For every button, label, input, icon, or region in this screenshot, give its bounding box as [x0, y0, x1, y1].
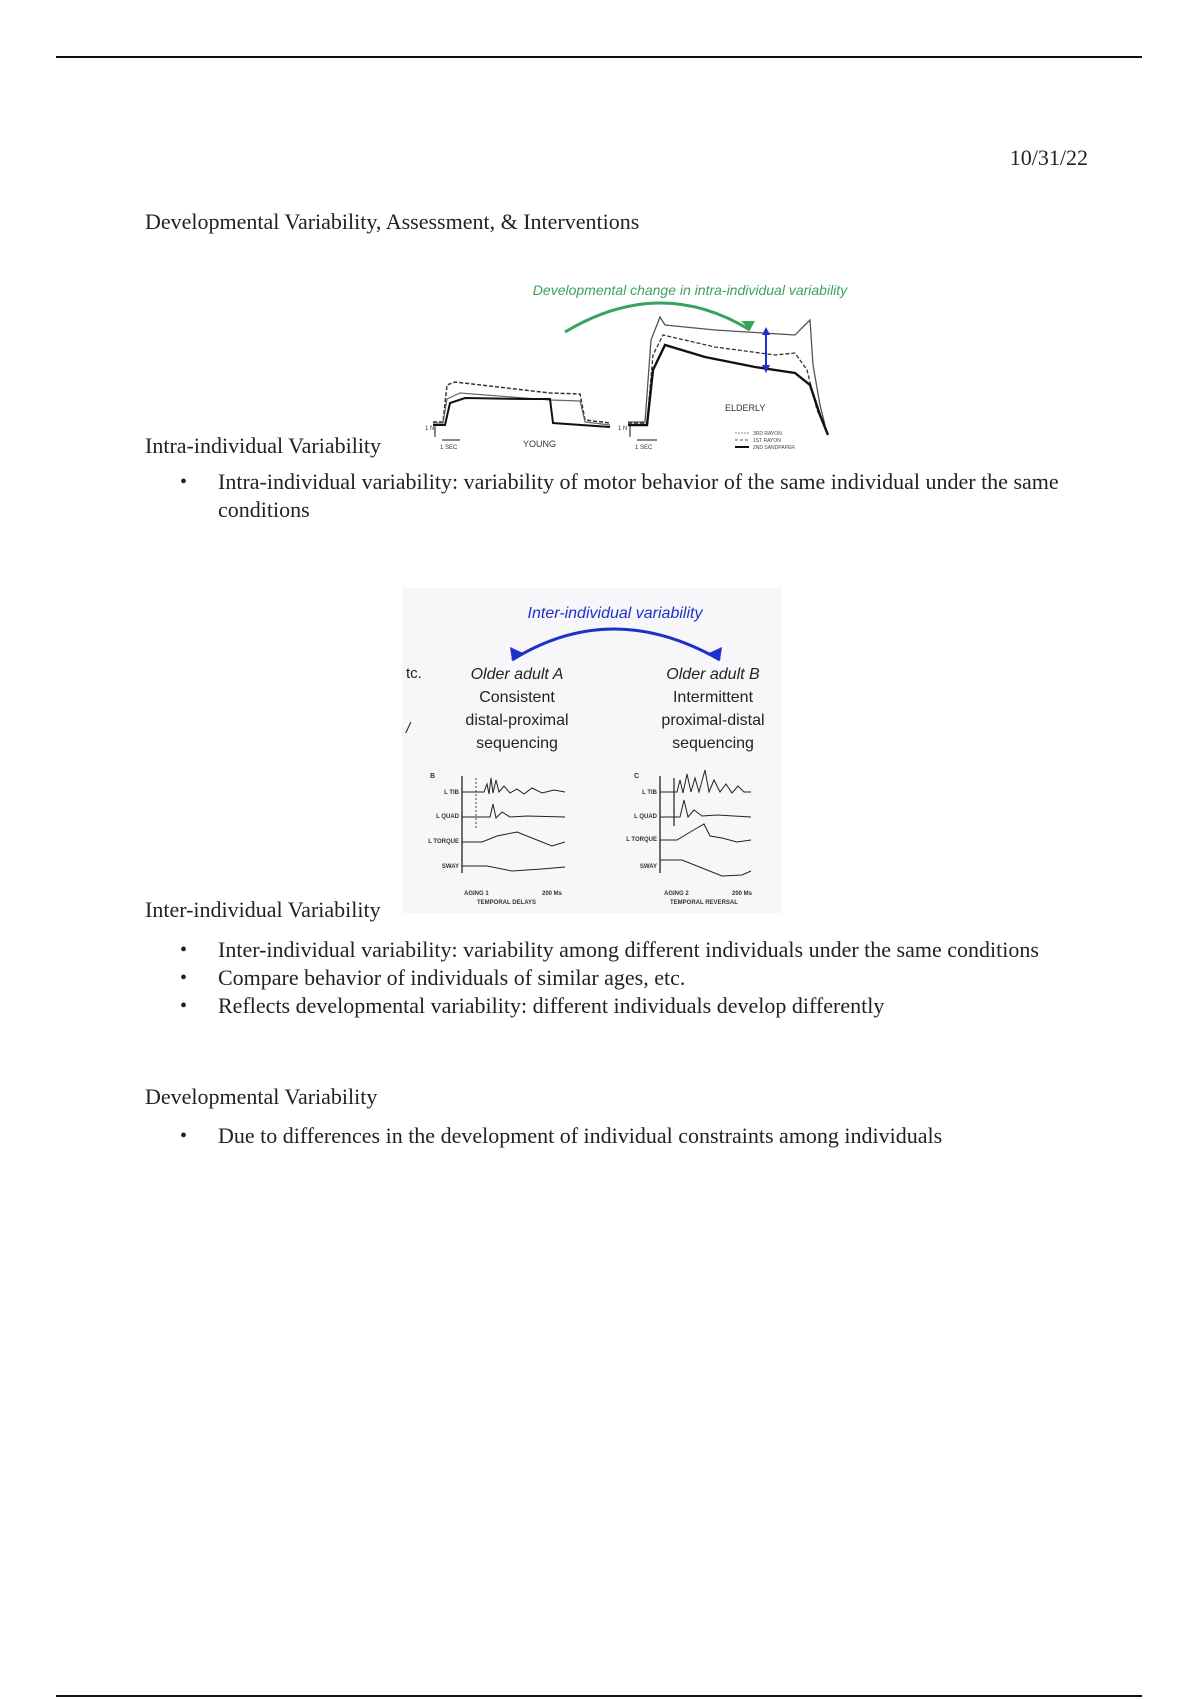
bottom-rule — [56, 1695, 1142, 1697]
adult-a-trace-label-4: SWAY — [441, 864, 459, 870]
adult-b-footer2: TEMPORAL REVERSAL — [670, 900, 738, 906]
adult-a-title: Older adult A — [470, 666, 564, 683]
figure-inter-variability — [402, 588, 782, 913]
elderly-traces — [618, 317, 828, 451]
section1-bullets — [180, 468, 1100, 524]
section2-bullet-3: • Reflects developmental variability: different individuals develop differently — [180, 992, 1100, 1020]
adult-a-scale: 200 Ms — [542, 891, 563, 897]
figure2-caption: Inter-individual variability — [527, 605, 703, 622]
adult-b-scale: 200 Ms — [732, 891, 753, 897]
young-scale-y: 1 N — [425, 426, 435, 432]
legend-item-2: 1ST RAYON — [753, 438, 781, 444]
figure2-crop-text-2: / — [406, 720, 411, 737]
section2-bullet-1: • Inter-individual variability: variability among different individuals under the same conditions — [180, 936, 1100, 964]
adult-a-trace-label-3: L TORQUE — [428, 839, 459, 845]
adult-b-line1: Intermittent — [672, 689, 754, 706]
legend-item-1: 3RD RAYON — [753, 431, 782, 437]
page-date: 10/31/22 — [1009, 145, 1088, 170]
adult-b-line2: proximal-distal — [661, 712, 765, 729]
adult-b-trace-label-4: SWAY — [639, 864, 657, 870]
adult-a-line3: sequencing — [476, 735, 558, 752]
section1-bullet-1: • Intra-individual variability: variability of motor behavior of the same individual under the same conditions — [180, 468, 1100, 524]
adult-a-footer1: AGING 1 — [464, 891, 489, 897]
section2-bullet-2: • Compare behavior of individuals of similar ages, etc. — [180, 964, 1100, 992]
adult-a-footer2: TEMPORAL DELAYS — [477, 900, 537, 906]
adult-b-panel-letter: C — [634, 773, 640, 780]
young-label: YOUNG — [523, 439, 557, 449]
adult-b-trace-label-3: L TORQUE — [626, 837, 657, 843]
elderly-scale-y: 1 N — [618, 426, 628, 432]
section3-heading: Developmental Variability — [145, 1084, 378, 1109]
page-title: Developmental Variability, Assessment, & Interventions — [145, 209, 640, 234]
adult-b-title: Older adult B — [666, 666, 760, 683]
young-scale-x: 1 SEC — [440, 445, 458, 451]
young-traces — [425, 382, 610, 451]
adult-a-line1: Consistent — [479, 689, 555, 706]
top-rule — [56, 56, 1142, 58]
elderly-scale-x: 1 SEC — [635, 445, 653, 451]
adult-b-trace-label-2: L QUAD — [634, 814, 657, 820]
elderly-label: ELDERLY — [725, 403, 766, 413]
legend-item-3: 2ND SANDPAPER — [753, 445, 795, 451]
section2-bullets — [180, 936, 1100, 1020]
section3-bullet-1: • Due to differences in the development of individual constraints among individuals — [180, 1122, 1100, 1150]
adult-b-line3: sequencing — [672, 735, 754, 752]
section2-heading: Inter-individual Variability — [145, 897, 381, 922]
adult-a-trace-label-1: L TIB — [444, 790, 459, 796]
figure-intra-variability — [415, 275, 895, 460]
adult-a-trace-label-2: L QUAD — [436, 814, 459, 820]
section1-heading: Intra-individual Variability — [145, 433, 382, 458]
adult-b-footer1: AGING 2 — [664, 891, 689, 897]
figure1-caption: Developmental change in intra-individual variability — [532, 282, 848, 298]
adult-b-trace-label-1: L TIB — [642, 790, 657, 796]
section3-bullets — [180, 1122, 1100, 1150]
adult-a-line2: distal-proximal — [465, 712, 569, 729]
adult-a-panel-letter: B — [430, 773, 436, 780]
figure1-arrow — [565, 303, 750, 332]
figure2-crop-text-1: tc. — [406, 665, 422, 682]
